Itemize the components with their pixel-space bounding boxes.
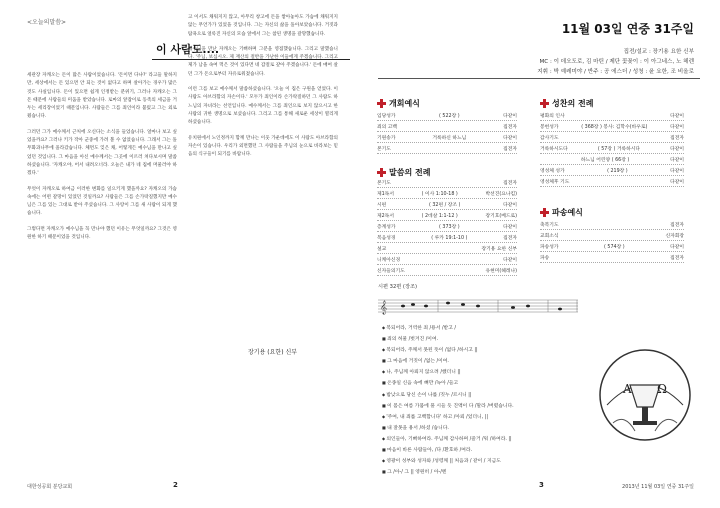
word-row — [377, 221, 517, 232]
order-cell: 집전자 — [670, 255, 684, 261]
dismissal-title: 파송예식 — [540, 207, 583, 218]
order-cell: 영성체 성가 — [540, 168, 565, 174]
svg-text:𝄞: 𝄞 — [380, 300, 388, 314]
word-order — [377, 177, 517, 276]
psalm-verse: ◆ '주여, 내 죄를 고백합니다' 하고 /아뢰 /었더니, || — [382, 413, 582, 422]
order-cell: ( 373장 ) — [439, 224, 460, 230]
gathering-row — [377, 132, 517, 143]
order-cell: ( 368장 ) 봉사: 김학수(바우로) — [581, 124, 648, 130]
psalm-verse: ■ 그 마음에 거짓이 /없는 /이여. — [382, 357, 582, 366]
psalm-verse: ◆ 영광이 성부와 성자와 /성령께 || 처음과 / 같이 / 지금도 — [382, 457, 582, 466]
dismissal-row — [540, 219, 684, 230]
order-cell: 평화의 인사 — [540, 113, 565, 119]
order-cell: 다같이 — [503, 113, 517, 119]
church-name-footer: 대한성공회 분당교회 — [27, 484, 73, 490]
order-cell: 기원송가 — [377, 135, 396, 141]
order-cell: 본기도 — [377, 146, 391, 152]
sermon-paragraph: 세관장 자캐오는 돈이 많은 사람이었습니다. '돈이면 다냐?' 라고들 말하지만, 세상에서는 돈 있으면 안 되는 것이 없다고 하며 살아가는 경우가 많은 것도 사실입니다. 돈이 있으면 쉽게 인정받는 분위기, 그러나 자캐오는 그 돈 때문에 사람들의 미움을 받았습니다. 로마의 앞잡이로 동족의 세금을 거두는 세리장이었기 때문입니다. 사람들은 그를 죄인이라 불렀고 그는 외로웠습니다. — [27, 73, 177, 120]
order-cell: 니케아신경 — [377, 257, 401, 263]
order-cell: 다같이 — [670, 244, 684, 250]
eucharist-order — [540, 110, 684, 187]
order-cell: ( 57장 ) 거룩하시다 — [597, 146, 641, 152]
svg-text:A: A — [623, 382, 632, 396]
leader-line: MC : 이 데오도로, 김 마틴 / 제단 꽃꽂이 : 이 아그네스, 노 헤렌 — [539, 59, 694, 65]
red-cross-icon — [377, 99, 386, 108]
order-cell: 봉헌성가 — [540, 124, 559, 130]
psalm-verse: ■ 죄의 허물 /벗겨진 /이여. — [382, 335, 582, 344]
order-cell: 감사기도 — [540, 135, 559, 141]
service-date-title: 11월 03일 연중 31주일 — [561, 22, 694, 36]
order-cell: ( 2데살 1:1-12 ) — [421, 213, 458, 219]
order-cell: 다같이 — [503, 135, 517, 141]
order-cell: 집전자 — [503, 180, 517, 186]
divider — [378, 78, 700, 79]
order-cell: 거룩하신 하느님 — [432, 135, 467, 141]
order-cell: ( 219장 ) — [607, 168, 628, 174]
eucharist-row — [540, 165, 684, 176]
order-cell: 집전자 — [670, 135, 684, 141]
word-title: 말씀의 전례 — [377, 167, 430, 178]
music-score — [378, 294, 578, 320]
order-cell: 파송 — [540, 255, 550, 261]
service-leaders — [537, 47, 694, 77]
word-row — [377, 254, 517, 265]
eucharist-title: 성찬의 전례 — [540, 98, 593, 109]
leader-line: 지휘 : 박 예레미야 / 반주 : 공 에스더 / 성청 : 윤 요한, 조 비올로 — [537, 69, 694, 75]
psalm-verse: ◆ 밤낮으로 당신 손이 나를 /짓누 /르시니 || — [382, 391, 582, 400]
psalm-caption: 시편 32편 (장조) — [378, 284, 418, 290]
eucharist-row — [540, 154, 684, 165]
sermon-paragraph: 유치원에서 노인정까지 함께 만나는 이웃 가운데에도 이 사람도 아브라함의 자손이 있습니다. 우리가 외면했던 그 사람들을 주님의 눈으로 바라보는 믿음의 식구들이 되기를 바랍니다. — [188, 135, 338, 158]
psalm-verse: ◆ 복되어라, 주께서 못된 뜻이 /없다 /하시고 || — [382, 346, 582, 355]
sermon-author: 장기용 (요한) 신부 — [248, 349, 298, 356]
service-date-footer: 2013년 11월 03일 연중 31주일 — [622, 484, 694, 490]
order-cell: 파송성가 — [540, 244, 559, 250]
order-cell: 집전자 — [503, 235, 517, 241]
psalm-verse: ■ 내 잘못을 용서 /하셨 /습니다. — [382, 424, 582, 433]
gathering-order — [377, 110, 517, 154]
order-cell: 입당성가 — [377, 113, 396, 119]
order-cell: 집전자 — [670, 222, 684, 228]
eucharist-row — [540, 176, 684, 187]
page-number: 3 — [539, 481, 544, 489]
red-cross-icon — [377, 168, 386, 177]
eucharist-row — [540, 110, 684, 121]
psalm-verse: ◆ 의인들아, 기뻐하여라. 주님께 감사하며 /즐거 /워 /하여라. || — [382, 435, 582, 444]
dismissal-order — [540, 219, 684, 263]
order-cell: ( 이사 1:10-18 ) — [421, 191, 458, 197]
dismissal-row — [540, 252, 684, 263]
psalm-verse: ■ 그 /아-/ 그 || 영원히 / 아-/멘 — [382, 468, 582, 477]
word-row — [377, 188, 517, 199]
word-row — [377, 232, 517, 243]
sermon-column-1 — [27, 72, 177, 249]
psalm-verse: ◆ 나, 주님께 아뢰지 않으려 /했더니 || — [382, 368, 582, 377]
gathering-title: 개회예식 — [377, 98, 420, 109]
word-row — [377, 243, 517, 254]
dismissal-row — [540, 230, 684, 241]
sermon-paragraph: 이런 그를 보고 예수께서 말씀하셨습니다. '오늘 이 집은 구원을 얻었다. 이 사람도 아브라함의 자손이다.' 모두가 죄인이라 손가락질하던 그 사람도 하느님의 자녀라는 선언입니다. 예수께서는 그를 죄인으로 보지 않으시고 한 사람의 귀한 생명으로 보셨습니다. 그리고 그를 통해 새로운 세상이 열리게 하셨습니다. — [188, 87, 338, 126]
sermon-paragraph: 고 이서도 채워지지 않고, 아무리 창고에 돈을 쌓아놓아도 가슴에 채워지지 않는 무언가가 있었을 것입니다. 그는 자신의 삶을 돌아보았습니다. 거짓과 탐욕으로 얼룩진 자신의 모습 앞에서 그는 참된 생명을 갈망했습니다. — [188, 15, 338, 37]
order-cell: 시편 — [377, 202, 387, 208]
sermon-column-2 — [188, 14, 338, 166]
order-cell: 다같이 — [670, 179, 684, 185]
word-row — [377, 210, 517, 221]
order-cell: ( 루카 19:1-10 ) — [431, 235, 468, 241]
sermon-paragraph: 예수님을 만난 자캐오는 기뻐하며 그분을 영접했습니다. 그리고 말했습니다. '주님, 보십시오. 제 재산의 절반을 가난한 이들에게 주겠습니다. 그리고 제가 남을 속여 먹은 것이 있다면 네 갑절로 갚아 주겠습니다.' 돈에 매여 살던 그가 돈으로부터 자유로워졌습니다. — [188, 46, 338, 77]
chalice-emblem-icon — [595, 345, 695, 445]
order-cell: 다같이 — [670, 146, 684, 152]
word-row — [377, 199, 517, 210]
word-row — [377, 265, 517, 276]
psalm-verse: ■ 이 몸은 여름 가뭄에 풀 시들 듯 진액이 다 /말라 /버렸습니다. — [382, 402, 582, 411]
red-cross-icon — [540, 99, 549, 108]
order-cell: 유현미(헤레나) — [485, 268, 517, 274]
gathering-row — [377, 110, 517, 121]
sermon-paragraph: 무엇이 자캐오로 하여금 이러한 변화를 일으키게 했을까요? 자캐오의 가슴 속에는 어떤 갈망이 있었던 것일까요? 사람들은 그를 손가락질했지만 예수님은 그를 있는 그대로 받아 주셨습니다. 그 사랑이 그를 새 사람이 되게 했습니다. — [27, 186, 177, 217]
sermon-paragraph: 그렇다면 자캐오가 예수님을 꼭 만나야 했던 이유는 무엇일까요? 그것은 영원한 하기 때문이었을 것입니다. — [27, 226, 177, 241]
order-cell: 축복기도 — [540, 222, 559, 228]
order-cell: 설교 — [377, 246, 387, 252]
red-cross-icon — [540, 208, 549, 217]
order-cell: 다같이 — [670, 157, 684, 163]
order-cell: 신자들의기도 — [377, 268, 405, 274]
order-cell: ( 522장 ) — [439, 113, 460, 119]
order-cell: 장기용 요한 신부 — [481, 246, 517, 252]
order-cell: 다같이 — [670, 113, 684, 119]
dismissal-row — [540, 241, 684, 252]
psalm-verse: ■ 마음이 바른 사람들아, /다 /환호하 /여라. — [382, 446, 582, 455]
order-cell: ( 32편 / 장조 ) — [428, 202, 461, 208]
order-cell: 제2독서 — [377, 213, 394, 219]
order-cell: 하느님 어린양 ( 66장 ) — [580, 157, 630, 163]
eucharist-row — [540, 132, 684, 143]
order-cell: 다같이 — [503, 224, 517, 230]
order-cell: 층계성가 — [377, 224, 396, 230]
psalm-verse: ■ 온종일 신음 속에 뼈만 /녹아 /들고 — [382, 379, 582, 388]
order-cell: 다같이 — [670, 168, 684, 174]
word-row — [377, 177, 517, 188]
gathering-row — [377, 121, 517, 132]
gathering-row — [377, 143, 517, 154]
order-cell: 영성체후 기도 — [540, 179, 570, 185]
order-cell: 박선진(요나킴) — [485, 191, 517, 197]
eucharist-row — [540, 143, 684, 154]
order-cell: 본기도 — [377, 180, 391, 186]
order-cell: 교회소식 — [540, 233, 559, 239]
order-cell: 집전자 — [503, 146, 517, 152]
order-cell: 장기호(베드로) — [485, 213, 517, 219]
responsive-psalm — [382, 324, 582, 479]
order-cell: 다같이 — [503, 202, 517, 208]
order-cell: ( 574장 ) — [604, 244, 625, 250]
order-cell: 집전자 — [503, 124, 517, 130]
order-cell: 제1독서 — [377, 191, 394, 197]
order-cell: 다같이 — [503, 257, 517, 263]
section-tag: <오늘의말씀> — [27, 19, 67, 26]
page-number: 2 — [173, 481, 178, 489]
order-cell: 복음성경 — [377, 235, 396, 241]
sermon-paragraph: 그러던 그가 예수께서 근처에 오신다는 소식을 들었습니다. 얼마나 보고 싶었을까요? 그러나 키가 작아 군중에 가려 볼 수 없었습니다. 그래서 그는 돌무화과나무에 올라갔습니다. 체면도 잊은 채, 어떻게든 예수님을 만나고 싶었던 것입니다. 그 마음을 아신 예수께서는 그곳에 이르러 쳐다보시며 말씀하셨습니다. '자캐오야, 어서 내려오너라. 오늘은 내가 네 집에 머물러야 하겠다.' — [27, 129, 177, 177]
psalm-verse: ◆ 복되어라, 거역한 죄 /용서 /받고 / — [382, 324, 582, 333]
order-cell: 신자회장 — [665, 233, 684, 239]
right-page — [360, 0, 720, 508]
sermon-title: 이 사람도.... — [152, 41, 350, 60]
order-cell: 죄의 고백 — [377, 124, 398, 130]
leader-line: 집전/설교 : 장기용 요한 신부 — [623, 49, 694, 55]
order-cell: 거룩하시도다 — [540, 146, 568, 152]
eucharist-row — [540, 121, 684, 132]
svg-text:Ω: Ω — [657, 382, 667, 396]
order-cell: 다같이 — [670, 124, 684, 130]
